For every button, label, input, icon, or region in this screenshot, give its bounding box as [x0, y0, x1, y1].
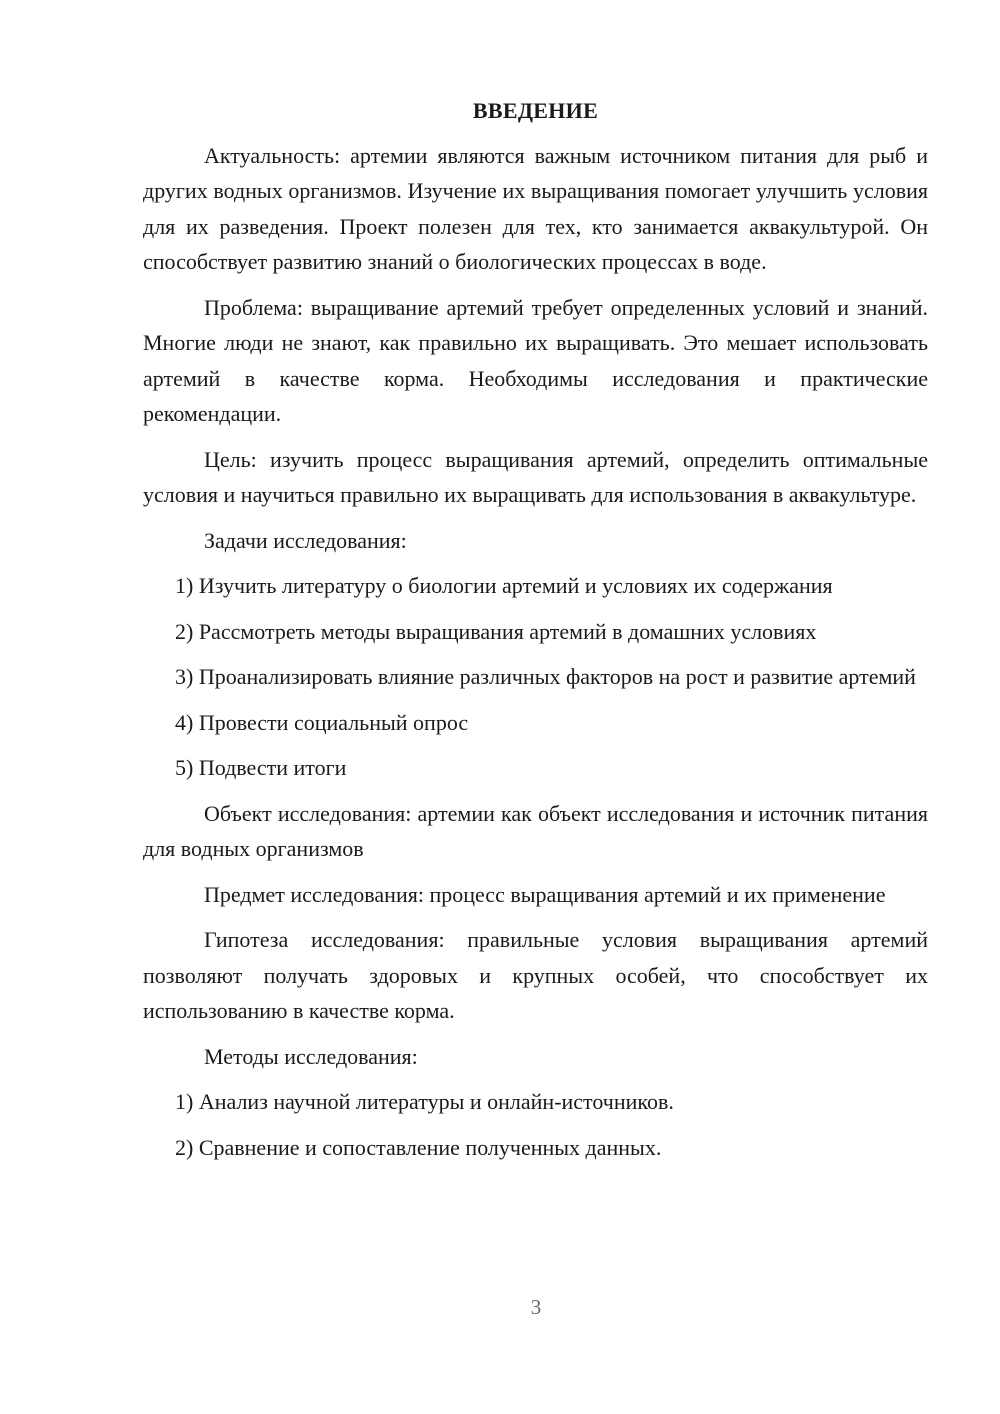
- method-item: 1) Анализ научной литературы и онлайн-источников.: [175, 1089, 674, 1114]
- tasks-heading: Задачи исследования:: [204, 527, 407, 553]
- hypothesis-paragraph: Гипотеза исследования: правильные условия выращивания артемий позволяют получать здоровых и крупных особей, что способствует их использованию в качестве корма.: [143, 927, 928, 1023]
- document-page: [143, 93, 928, 1175]
- task-item: 4) Провести социальный опрос: [175, 709, 469, 735]
- task-item: 5) Подвести итоги: [175, 755, 347, 780]
- relevance-paragraph: Актуальность: артемии являются важным источником питания для рыб и других водных организмов. Изучение их выращивания помогает улучшить условия для их разведения. Проект полезен для тех, кто занимается аквакультурой. Он способствует развитию знаний о биологических процессах в воде.: [143, 142, 928, 274]
- method-item: 2) Сравнение и сопоставление полученных данных.: [175, 1134, 662, 1160]
- task-item: 1) Изучить литературу о биологии артемий и условиях их содержания: [175, 573, 833, 598]
- problem-paragraph: Проблема: выращивание артемий требует определенных условий и знаний. Многие люди не знают, как правильно их выращивать. Это мешает использовать артемий в качестве корма. Необходимы исследования и практические рекомендации.: [143, 294, 928, 426]
- section-title: ВВЕДЕНИЕ: [472, 98, 599, 123]
- goal-paragraph: Цель: изучить процесс выращивания артемий, определить оптимальные условия и научиться правильно их выращивать для использования в аквакультуре.: [143, 446, 928, 507]
- object-paragraph: Объект исследования: артемии как объект исследования и источник питания для водных организмов: [143, 800, 928, 861]
- task-item: 2) Рассмотреть методы выращивания артемий в домашних условиях: [175, 618, 817, 644]
- page-number: 3: [530, 1295, 542, 1319]
- task-item: 3) Проанализировать влияние различных факторов на рост и развитие артемий: [175, 664, 916, 689]
- subject-paragraph: Предмет исследования: процесс выращивания артемий и их применение: [204, 881, 886, 907]
- methods-heading: Методы исследования:: [204, 1043, 418, 1069]
